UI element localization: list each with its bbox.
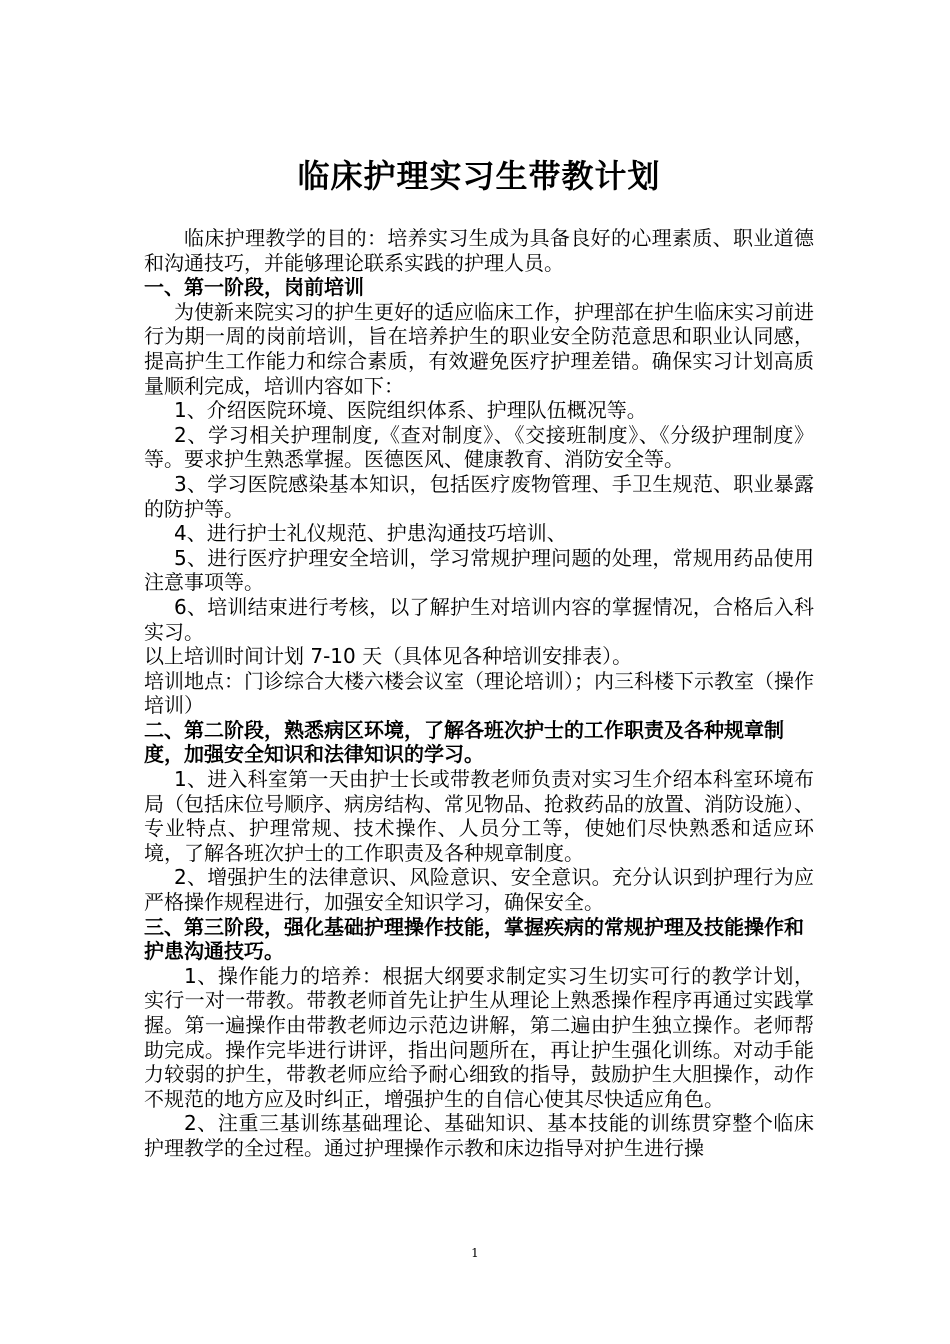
section2-item: 2、增强护生的法律意识、风险意识、安全意识。充分认识到护理行为应严格操作规程进行，加强安全知识学习，确保安全。: [144, 865, 814, 915]
section2-item: 1、进入科室第一天由护士长或带教老师负责对实习生介绍本科室环境布局（包括床位号顺序、病房结构、常见物品、抢救药品的放置、消防设施）、专业特点、护理常规、技术操作、人员分工等，使她们尽快熟悉和适应环境，了解各班次护士的工作职责及各种规章制度。: [144, 767, 814, 865]
section1-item: 6、培训结束进行考核，以了解护生对培训内容的掌握情况，合格后入科实习。: [144, 594, 814, 644]
section1-item: 1、介绍医院环境、医院组织体系、护理队伍概况等。: [174, 398, 647, 423]
intro-paragraph: 临床护理教学的目的：培养实习生成为具备良好的心理素质、职业道德和沟通技巧，并能够理论联系实践的护理人员。: [144, 226, 814, 275]
section1-schedule: 以上培训时间计划 7-10 天（具体见各种培训安排表）。: [144, 644, 633, 669]
section1-heading: 一、第一阶段，岗前培训: [144, 275, 364, 300]
section1-location: 培训地点：门诊综合大楼六楼会议室（理论培训）；内三科楼下示教室（操作培训）: [144, 668, 814, 718]
section1-item: 3、学习医院感染基本知识，包括医疗废物管理、手卫生规范、职业暴露的防护等。: [144, 471, 814, 521]
section1-lead: 为使新来院实习的护生更好的适应临床工作，护理部在护生临床实习前进行为期一周的岗前培训，旨在培养护生的职业安全防范意思和职业认同感，提高护生工作能力和综合素质，有效避免医疗护理差错。确保实习计划高质量顺利完成，培训内容如下：: [144, 299, 814, 398]
document-page: [144, 150, 814, 1161]
section1-item: 5、进行医疗护理安全培训，学习常规护理问题的处理，常规用药品使用注意事项等。: [144, 545, 814, 595]
section2-heading: 二、第二阶段，熟悉病区环境，了解各班次护士的工作职责及各种规章制度，加强安全知识和法律知识的学习。: [144, 717, 784, 767]
page-number: 1: [471, 1246, 479, 1260]
section3-item: 2、注重三基训练基础理论、基础知识、基本技能的训练贯穿整个临床护理教学的全过程。通过护理操作示教和床边指导对护生进行操: [144, 1111, 814, 1160]
section3-item: 1、操作能力的培养：根据大纲要求制定实习生切实可行的教学计划，实行一对一带教。带教老师首先让护生从理论上熟悉操作程序再通过实践掌握。第一遍操作由带教老师边示范边讲解，第二遍由护生独立操作。老师帮助完成。操作完毕进行讲评，指出问题所在，再让护生强化训练。对动手能力较弱的护生，带教老师应给予耐心细致的指导，鼓励护生大胆操作，动作不规范的地方应及时纠正，增强护生的自信心使其尽快适应角色。: [144, 963, 814, 1111]
section3-heading: 三、第三阶段，强化基础护理操作技能，掌握疾病的常规护理及技能操作和护患沟通技巧。: [144, 914, 804, 964]
document-title: 临床护理实习生带教计划: [297, 157, 661, 195]
section1-item: 2、学习相关护理制度,《查对制度》、《交接班制度》、《分级护理制度》等。要求护生熟悉掌握。医德医风、健康教育、消防安全等。: [144, 422, 814, 472]
section1-item: 4、进行护士礼仪规范、护患沟通技巧培训、: [174, 521, 567, 546]
